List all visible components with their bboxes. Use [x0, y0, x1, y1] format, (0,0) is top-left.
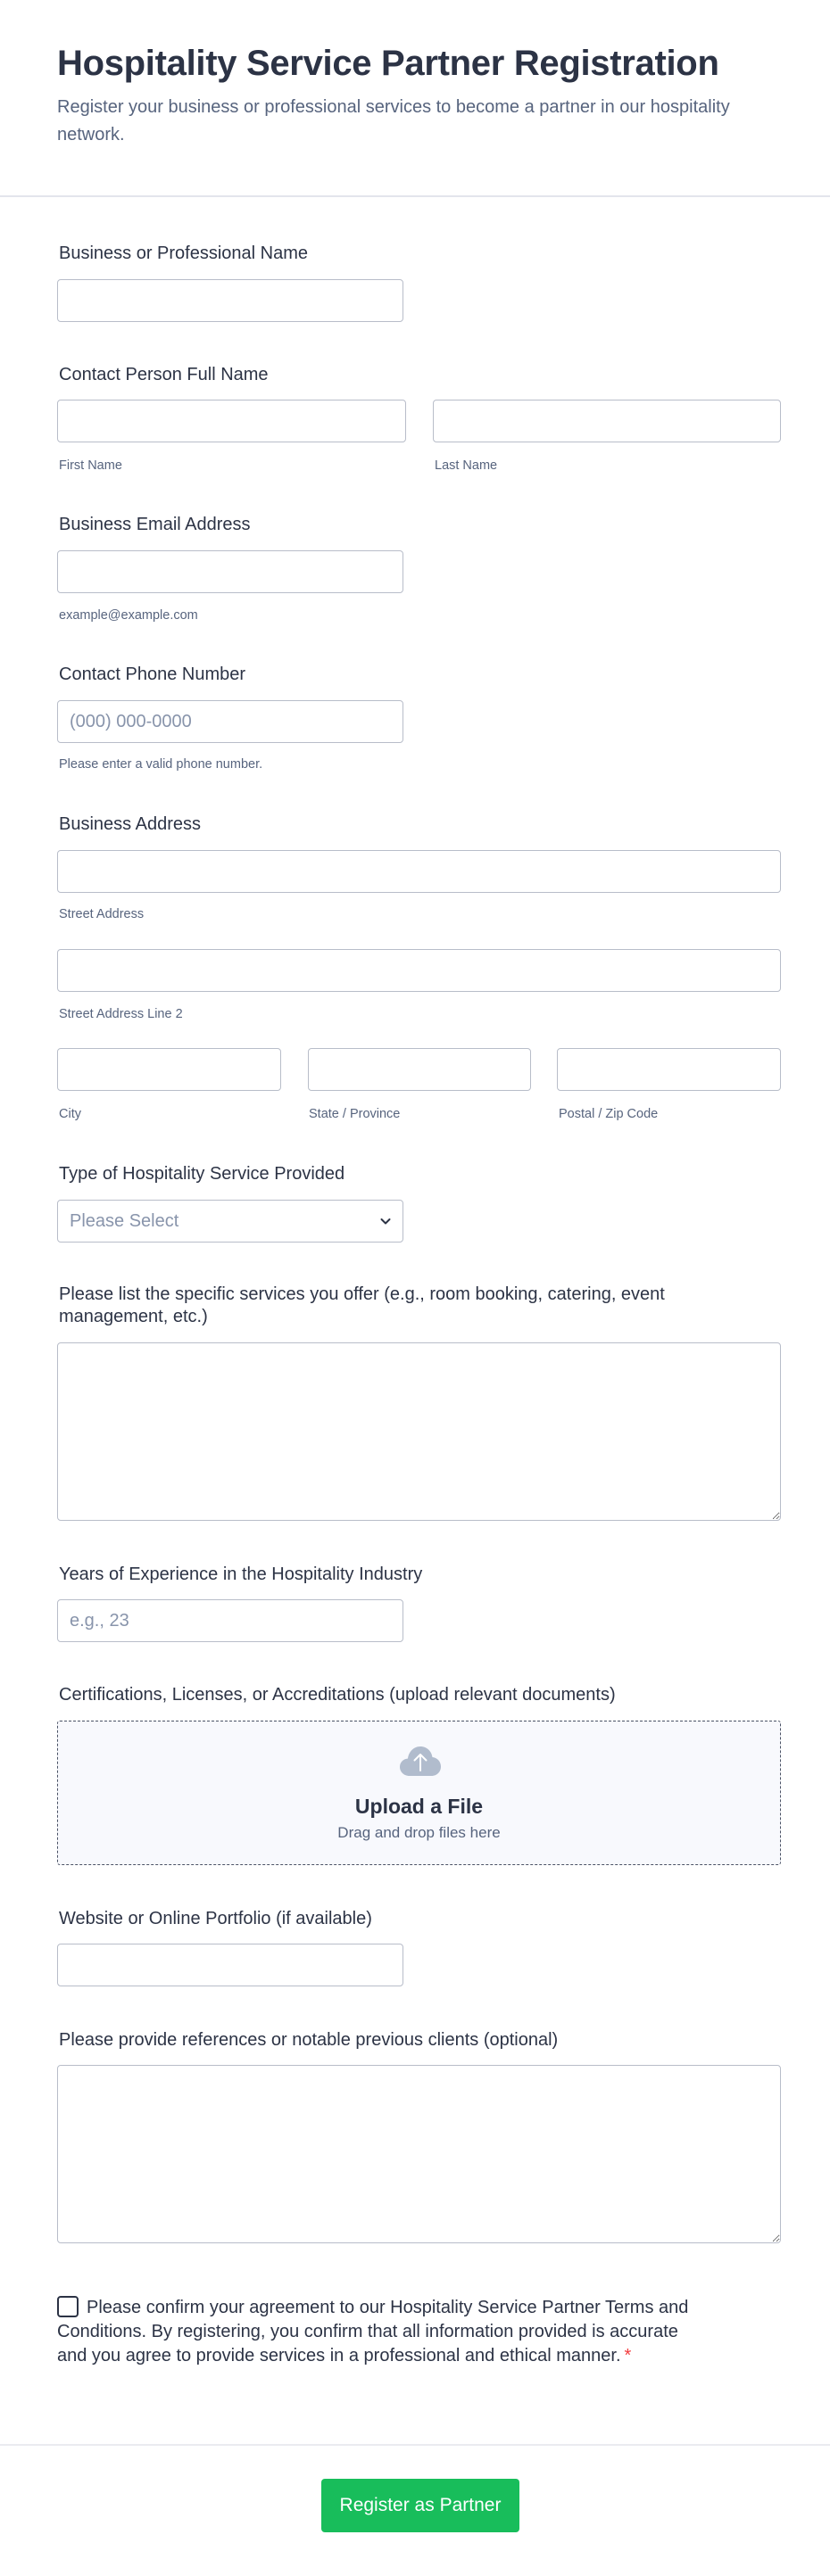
agreement-checkbox[interactable]: [57, 2296, 79, 2317]
website-input[interactable]: [57, 1944, 403, 1986]
website-label: Website or Online Portfolio (if available): [59, 1909, 372, 1928]
zip-sublabel: Postal / Zip Code: [559, 1107, 659, 1121]
experience-label: Years of Experience in the Hospitality Industry: [59, 1565, 423, 1584]
services-list-label: Please list the specific services you offer (e.g., room booking, catering, event management, etc.): [59, 1284, 665, 1326]
form-subtitle: Register your business or professional services to become a partner in our hospitality network.: [57, 97, 730, 144]
contact-name-label: Contact Person Full Name: [59, 365, 269, 384]
first-name-sublabel: First Name: [59, 458, 122, 473]
last-name-sublabel: Last Name: [435, 458, 498, 473]
phone-input[interactable]: [57, 700, 403, 743]
references-label: Please provide references or notable previous clients (optional): [59, 2030, 559, 2050]
service-type-select[interactable]: [57, 1200, 403, 1243]
email-sublabel: example@example.com: [59, 608, 198, 623]
street-address-line2-sublabel: Street Address Line 2: [59, 1007, 183, 1021]
service-type-label: Type of Hospitality Service Provided: [59, 1164, 345, 1184]
agreement-row: [57, 2296, 709, 2368]
cloud-upload-icon: [399, 1745, 442, 1777]
email-label: Business Email Address: [59, 515, 251, 534]
required-asterisk: *: [624, 2346, 632, 2365]
phone-label: Contact Phone Number: [59, 665, 246, 684]
experience-input[interactable]: [57, 1599, 403, 1642]
upload-subtitle: Drag and drop files here: [337, 1824, 501, 1841]
form-title: Hospitality Service Partner Registration: [57, 44, 719, 83]
file-upload-dropzone[interactable]: [57, 1721, 781, 1865]
register-as-partner-button[interactable]: Register as Partner: [321, 2479, 519, 2532]
state-sublabel: State / Province: [309, 1107, 401, 1121]
form-footer: [0, 2444, 830, 2576]
certifications-label: Certifications, Licenses, or Accreditations (upload relevant documents): [59, 1685, 616, 1705]
first-name-input[interactable]: [57, 400, 406, 442]
city-input[interactable]: [57, 1048, 281, 1091]
agreement-text: Please confirm your agreement to our Hospitality Service Partner Terms and Conditions. By registering, you confirm that all information provided is accurate and you agree to provide services in a professional and ethical manner.: [57, 2298, 689, 2365]
references-textarea[interactable]: [57, 2065, 781, 2243]
street-address-sublabel: Street Address: [59, 907, 145, 921]
last-name-input[interactable]: [433, 400, 781, 442]
street-address-input[interactable]: [57, 850, 781, 893]
street-address-line2-input[interactable]: [57, 949, 781, 992]
service-type-selected: Please Select: [70, 1211, 179, 1231]
email-input[interactable]: [57, 550, 403, 593]
chevron-down-icon: [379, 1215, 392, 1227]
services-list-textarea[interactable]: [57, 1342, 781, 1521]
zip-input[interactable]: [557, 1048, 781, 1091]
state-input[interactable]: [308, 1048, 531, 1091]
form-header: [0, 0, 830, 197]
business-name-label: Business or Professional Name: [59, 244, 309, 263]
phone-sublabel: Please enter a valid phone number.: [59, 757, 263, 772]
business-name-input[interactable]: [57, 279, 403, 322]
city-sublabel: City: [59, 1107, 81, 1121]
upload-title: Upload a File: [354, 1795, 484, 1818]
address-label: Business Address: [59, 814, 201, 834]
